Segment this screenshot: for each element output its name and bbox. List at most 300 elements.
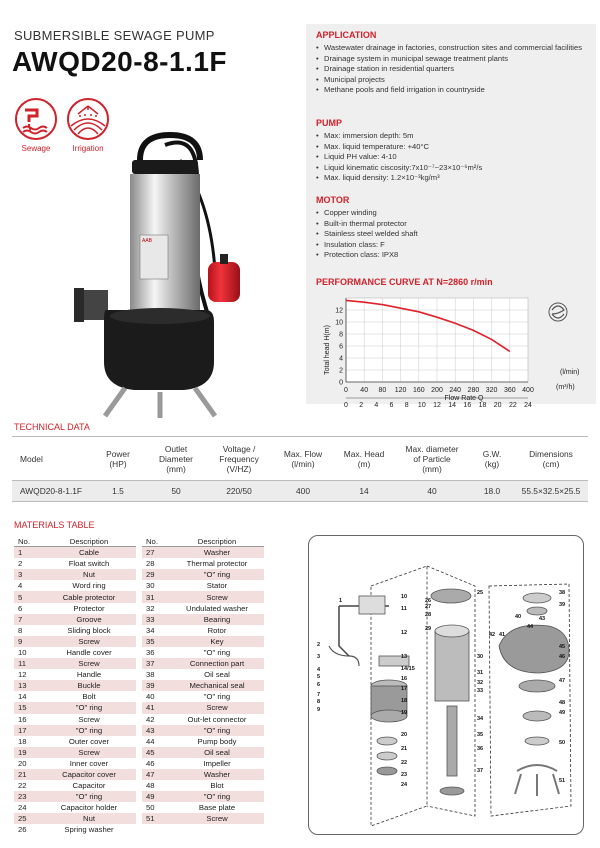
row-description: Bolt <box>82 692 96 702</box>
materials-table-left <box>14 536 136 836</box>
callout-label: 22 <box>401 760 408 766</box>
callout-label: 4 <box>317 667 321 673</box>
table-row <box>142 636 264 647</box>
row-description: Nut <box>83 814 95 824</box>
row-no: 30 <box>146 581 155 591</box>
header-description: Description <box>69 536 109 546</box>
row-no: 8 <box>18 625 23 635</box>
row-description: "O" ring <box>203 792 231 802</box>
row-no: 38 <box>146 670 155 680</box>
chart-xtick-bottom-label: 6 <box>389 402 394 409</box>
table-row <box>142 669 264 680</box>
row-description: Washer <box>203 548 231 558</box>
row-no: 45 <box>146 747 155 757</box>
table-row <box>142 614 264 625</box>
callout-label: 47 <box>559 678 566 684</box>
row-description: Screw <box>206 703 228 713</box>
table-row <box>14 769 136 780</box>
row-description: Cable protector <box>62 592 116 602</box>
chart-xtick-bottom-label: 16 <box>463 402 472 409</box>
callout-label: 23 <box>401 772 408 778</box>
row-no: 35 <box>146 636 155 646</box>
chart-ytick-label: 6 <box>339 343 343 351</box>
header-text: Outlet <box>164 443 188 454</box>
table-cell: 220/50 <box>226 486 252 496</box>
callout-label: 35 <box>477 732 484 738</box>
chart-xtick-label: 200 <box>431 387 443 394</box>
callout-label: 20 <box>401 732 408 738</box>
row-no: 44 <box>146 736 155 746</box>
chart-ytick-label: 8 <box>339 331 343 339</box>
row-no: 6 <box>18 603 23 613</box>
table-row <box>14 813 136 824</box>
callout-label: 11 <box>401 606 407 612</box>
header-no: No. <box>146 536 158 546</box>
table-row <box>14 669 136 680</box>
row-no: 37 <box>146 659 155 669</box>
nameplate-brand: AAB <box>142 238 153 244</box>
table-row <box>142 758 264 769</box>
table-cell: 40 <box>427 486 437 496</box>
row-no: 43 <box>146 725 155 735</box>
callout-label: 1 <box>339 598 343 604</box>
row-description: Screw <box>78 714 100 724</box>
row-description: Base plate <box>198 803 236 813</box>
row-description: Undulated washer <box>186 603 248 613</box>
product-category: SUBMERSIBLE SEWAGE PUMP <box>14 28 215 43</box>
row-description: Buckle <box>77 681 101 691</box>
callout-label: 25 <box>477 590 484 596</box>
application-heading: APPLICATION <box>316 30 377 40</box>
table-row <box>14 569 136 580</box>
header-description: Description <box>197 536 237 546</box>
table-row <box>142 769 264 780</box>
header-text: (mm) <box>422 463 442 474</box>
callout-label: 44 <box>527 624 534 630</box>
chart-xtick-bottom-label: 4 <box>374 402 379 409</box>
header-text: (kg) <box>484 458 500 469</box>
row-description: Screw <box>78 636 100 646</box>
row-description: Oil seal <box>204 670 230 680</box>
table-row <box>14 591 136 602</box>
row-description: Capacitor holder <box>60 803 118 813</box>
materials-table-right <box>142 536 264 824</box>
row-no: 32 <box>146 603 155 613</box>
application-list <box>316 43 588 96</box>
header-text: Dimensions <box>529 448 573 459</box>
list-item: • Wastewater drainage in factories, construction sites and commercial facilities <box>316 43 588 54</box>
callout-label: 32 <box>477 680 484 686</box>
list-item: • Max. liquid density: 1.2×10⁻³kg/m³ <box>316 173 588 184</box>
header-text: (l/min) <box>291 458 315 469</box>
row-no: 15 <box>18 703 27 713</box>
table-row <box>142 802 264 813</box>
table-row <box>14 647 136 658</box>
callout-label: 2 <box>317 642 321 648</box>
table-row <box>142 680 264 691</box>
list-item: • Stainless steel welded shaft <box>316 229 588 240</box>
list-item: • Liquid PH value: 4-10 <box>316 152 588 163</box>
callout-label: 51 <box>559 778 566 784</box>
callout-label: 17 <box>401 686 408 692</box>
row-no: 39 <box>146 681 155 691</box>
row-description: "O" ring <box>203 647 231 657</box>
callout-label: 16 <box>401 676 408 682</box>
table-row <box>142 625 264 636</box>
table-row <box>14 603 136 614</box>
chart-xtick-bottom-label: 12 <box>433 402 441 409</box>
chart-ylabel: Total head H(m) <box>324 325 331 375</box>
header-no: No. <box>18 536 30 546</box>
header-max-head <box>334 449 394 469</box>
callout-label: 40 <box>515 614 522 620</box>
row-no: 4 <box>18 581 23 591</box>
row-no: 46 <box>146 758 155 768</box>
list-item: • Liquid kinematic ciscosity:7x10⁻⁷~23×10⁻⁶m²/s <box>316 163 588 174</box>
row-description: Protector <box>73 603 105 613</box>
row-no: 27 <box>146 548 155 558</box>
table-row <box>14 736 136 747</box>
chart-ytick-label: 0 <box>339 379 343 387</box>
row-description: Out-let connector <box>187 714 247 724</box>
row-description: "O" ring <box>75 725 103 735</box>
chart-xtick-bottom-label: 18 <box>478 402 487 409</box>
row-description: Thermal protector <box>186 559 248 569</box>
chart-xtick-bottom-label: 22 <box>508 402 517 409</box>
table-cell: AWQD20-8-1.1F <box>20 486 83 496</box>
row-no: 9 <box>18 636 23 646</box>
chart-xtick-label: 360 <box>503 387 516 394</box>
header-text: G.W. <box>482 448 502 459</box>
row-description: "O" ring <box>75 792 103 802</box>
header-text: Diameter <box>159 453 193 464</box>
header-text: Frequency <box>219 453 259 464</box>
pump-product-image <box>70 120 260 420</box>
table-row <box>14 614 136 625</box>
callout-label: 21 <box>401 746 408 752</box>
table-row <box>14 580 136 591</box>
callout-label: 45 <box>559 644 566 650</box>
row-no: 41 <box>146 703 155 713</box>
row-description: Handle <box>76 670 102 680</box>
sewage-label: Sewage <box>21 144 51 153</box>
table-row <box>14 802 136 813</box>
chart-xtick-bottom-label: 8 <box>404 402 409 409</box>
callout-label: 13 <box>401 654 408 660</box>
materials-heading: MATERIALS TABLE <box>14 520 95 530</box>
row-no: 50 <box>146 803 155 813</box>
table-row <box>142 736 264 747</box>
chart-unit-top: (l/min) <box>560 369 580 376</box>
table-cell: 18.0 <box>483 486 501 496</box>
callout-label: 19 <box>401 710 408 716</box>
row-description: Washer <box>203 770 231 780</box>
list-item: • Built-in thermal protector <box>316 219 588 230</box>
row-description: Capacitor <box>72 781 106 791</box>
row-no: 33 <box>146 614 155 624</box>
callout-label: 28 <box>425 612 432 618</box>
callout-label: 34 <box>477 716 484 722</box>
row-no: 26 <box>18 825 27 835</box>
chart-ytick-label: 12 <box>335 307 343 315</box>
table-row <box>142 603 264 614</box>
row-description: Sliding block <box>67 625 111 635</box>
row-no: 40 <box>146 692 155 702</box>
callout-label: 8 <box>317 699 321 705</box>
chart-xtick-label: 280 <box>467 387 480 394</box>
row-no: 19 <box>18 747 27 757</box>
row-no: 2 <box>18 559 23 569</box>
chart-xlabel: Flow Rate Q <box>444 395 484 402</box>
table-row <box>14 714 136 725</box>
performance-heading: PERFORMANCE CURVE AT N=2860 r/min <box>316 277 493 287</box>
motor-list <box>316 208 588 261</box>
row-description: Mechanical seal <box>189 681 245 691</box>
callout-label: 48 <box>559 700 566 706</box>
row-description: Capacitor cover <box>62 770 116 780</box>
performance-chart <box>316 290 588 409</box>
chart-xtick-label: 120 <box>394 387 407 394</box>
header-text: (HP) <box>109 458 127 469</box>
row-description: "O" ring <box>203 725 231 735</box>
header-text: Model <box>20 453 43 464</box>
chart-xtick-label: 320 <box>485 387 498 394</box>
header-gw <box>470 449 514 469</box>
row-no: 1 <box>18 548 23 558</box>
chart-xtick-bottom-label: 2 <box>359 402 364 409</box>
brand-swirl-icon <box>549 303 567 321</box>
callout-label: 42 <box>489 632 496 638</box>
row-no: 21 <box>18 770 27 780</box>
table-cell: 1.5 <box>112 486 124 496</box>
header-text: Max. Head <box>343 448 385 459</box>
callout-label: 29 <box>425 626 432 632</box>
callout-label: 31 <box>477 670 484 676</box>
row-description: Screw <box>206 592 228 602</box>
table-row <box>14 747 136 758</box>
row-no: 18 <box>18 736 27 746</box>
table-row <box>142 647 264 658</box>
header-text: Max. diameter <box>405 443 459 454</box>
header-text: Voltage / <box>222 443 256 454</box>
chart-xtick-label: 40 <box>360 387 369 394</box>
callout-label: 18 <box>401 698 408 704</box>
irrigation-label: Irrigation <box>72 144 104 153</box>
row-description: Stator <box>206 581 228 591</box>
table-row <box>142 691 264 702</box>
callout-label: 43 <box>539 616 546 622</box>
table-row <box>14 780 136 791</box>
row-no: 5 <box>18 592 23 602</box>
row-no: 12 <box>18 670 27 680</box>
callout-label: 10 <box>401 594 408 600</box>
page-title: AWQD20-8-1.1F <box>12 46 227 77</box>
callout-label: 33 <box>477 688 484 694</box>
callout-label: 24 <box>401 782 408 788</box>
table-row <box>142 747 264 758</box>
callout-label: 6 <box>317 682 321 688</box>
row-no: 24 <box>18 803 27 813</box>
row-no: 3 <box>18 570 23 580</box>
row-description: Nut <box>83 570 95 580</box>
table-row <box>142 558 264 569</box>
chart-xtick-label: 160 <box>412 387 425 394</box>
header-voltage <box>206 444 272 474</box>
row-description: Spring washer <box>64 825 114 835</box>
header-text: of Particle <box>413 453 451 464</box>
callout-label: 7 <box>317 692 321 698</box>
table-row <box>142 791 264 802</box>
callout-label: 9 <box>317 707 321 713</box>
list-item: • Drainage station in residential quarters <box>316 64 588 75</box>
table-row <box>142 547 264 558</box>
pump-heading: PUMP <box>316 118 343 128</box>
row-no: 17 <box>18 725 27 735</box>
table-row <box>12 480 588 502</box>
table-row <box>142 725 264 736</box>
row-no: 29 <box>146 570 155 580</box>
header-text: Max. Flow <box>283 448 323 459</box>
chart-xtick-bottom-label: 20 <box>493 402 502 409</box>
header-outlet <box>146 444 206 474</box>
chart-ytick-label: 2 <box>339 367 343 375</box>
row-no: 48 <box>146 781 155 791</box>
callout-label: 30 <box>477 654 484 660</box>
exploded-diagram <box>309 536 583 834</box>
row-description: Oil seal <box>204 747 230 757</box>
row-description: Blot <box>210 781 224 791</box>
row-description: Rotor <box>207 625 227 635</box>
row-no: 34 <box>146 625 155 635</box>
motor-heading: MOTOR <box>316 195 350 205</box>
chart-xtick-bottom-label: 0 <box>344 402 348 409</box>
table-header <box>12 436 588 480</box>
row-no: 49 <box>146 792 155 802</box>
row-description: Pump body <box>197 736 237 746</box>
row-description: Float switch <box>68 559 110 569</box>
list-item: • Methane pools and field irrigation in countryside <box>316 85 588 96</box>
row-no: 51 <box>146 814 155 824</box>
header-dimensions <box>514 449 588 469</box>
header-particle <box>394 444 470 474</box>
row-description: "O" ring <box>75 703 103 713</box>
table-row <box>14 636 136 647</box>
table-row <box>14 758 136 769</box>
table-cell: 14 <box>359 486 369 496</box>
callout-label: 50 <box>559 740 566 746</box>
list-item: • Max: immersion depth: 5m <box>316 131 588 142</box>
table-row <box>14 824 136 835</box>
row-description: Word ring <box>72 581 106 591</box>
row-no: 28 <box>146 559 155 569</box>
chart-ytick-label: 10 <box>335 319 343 327</box>
list-item: • Insulation class: F <box>316 240 588 251</box>
list-item: • Copper winding <box>316 208 588 219</box>
row-no: 42 <box>146 714 155 724</box>
table-row <box>14 547 136 558</box>
callout-label: 49 <box>559 710 566 716</box>
row-description: Handle cover <box>66 647 112 657</box>
table-row <box>142 658 264 669</box>
row-no: 16 <box>18 714 27 724</box>
row-no: 10 <box>18 647 27 657</box>
table-header <box>142 536 264 547</box>
chart-xtick-bottom-label: 14 <box>448 402 457 409</box>
table-row <box>14 658 136 669</box>
table-row <box>14 702 136 713</box>
row-description: Key <box>210 636 224 646</box>
row-no: 25 <box>18 814 27 824</box>
table-row <box>142 569 264 580</box>
row-description: Screw <box>206 814 228 824</box>
chart-xtick-label: 240 <box>449 387 462 394</box>
header-model <box>12 454 90 464</box>
callout-label: 41 <box>499 632 506 638</box>
chart-ytick-label: 4 <box>339 355 343 363</box>
callout-label: 5 <box>317 674 321 680</box>
row-description: Connection part <box>189 659 245 669</box>
callout-label: 39 <box>559 602 566 608</box>
chart-xtick-bottom-label: 24 <box>524 402 532 409</box>
row-description: Outer cover <box>68 736 110 746</box>
table-row <box>14 680 136 691</box>
row-no: 20 <box>18 758 27 768</box>
sewage-icon <box>15 98 57 140</box>
exploded-diagram-box <box>308 535 584 835</box>
row-description: Cable <box>78 548 100 558</box>
callout-label: 38 <box>559 590 566 596</box>
chart-xtick-label: 80 <box>378 387 387 394</box>
table-row <box>14 625 136 636</box>
callout-label: 27 <box>425 604 432 610</box>
chart-unit-bottom: (m³/h) <box>556 384 575 391</box>
row-description: Screw <box>78 747 100 757</box>
header-text: Power <box>106 448 130 459</box>
row-description: "O" ring <box>203 692 231 702</box>
header-text: (cm) <box>542 458 560 469</box>
table-row <box>14 725 136 736</box>
row-no: 7 <box>18 614 23 624</box>
header-text: (m) <box>357 458 371 469</box>
row-description: Bearing <box>203 614 231 624</box>
list-item: • Max. liquid temperature: +40°C <box>316 142 588 153</box>
table-row <box>14 558 136 569</box>
table-row <box>142 591 264 602</box>
header-text: (V/HZ) <box>226 463 252 474</box>
row-no: 23 <box>18 792 27 802</box>
table-row <box>142 780 264 791</box>
row-no: 36 <box>146 647 155 657</box>
callout-label: 12 <box>401 630 408 636</box>
table-cell: 50 <box>171 486 181 496</box>
row-no: 13 <box>18 681 27 691</box>
row-no: 14 <box>18 692 27 702</box>
callout-label: 14/15 <box>401 666 415 672</box>
callout-label: 26 <box>425 598 432 604</box>
header-power <box>90 449 146 469</box>
row-description: Screw <box>78 659 100 669</box>
row-no: 22 <box>18 781 27 791</box>
table-row <box>142 580 264 591</box>
table-cell: 55.5×32.5×25.5 <box>521 486 581 496</box>
pump-list <box>316 131 588 184</box>
list-item: • Drainage system in municipal sewage treatment plants <box>316 54 588 65</box>
row-description: "O" ring <box>203 570 231 580</box>
list-item: • Municipal projects <box>316 75 588 86</box>
row-no: 31 <box>146 592 155 602</box>
chart-xtick-label: 0 <box>344 387 348 394</box>
table-row <box>142 714 264 725</box>
